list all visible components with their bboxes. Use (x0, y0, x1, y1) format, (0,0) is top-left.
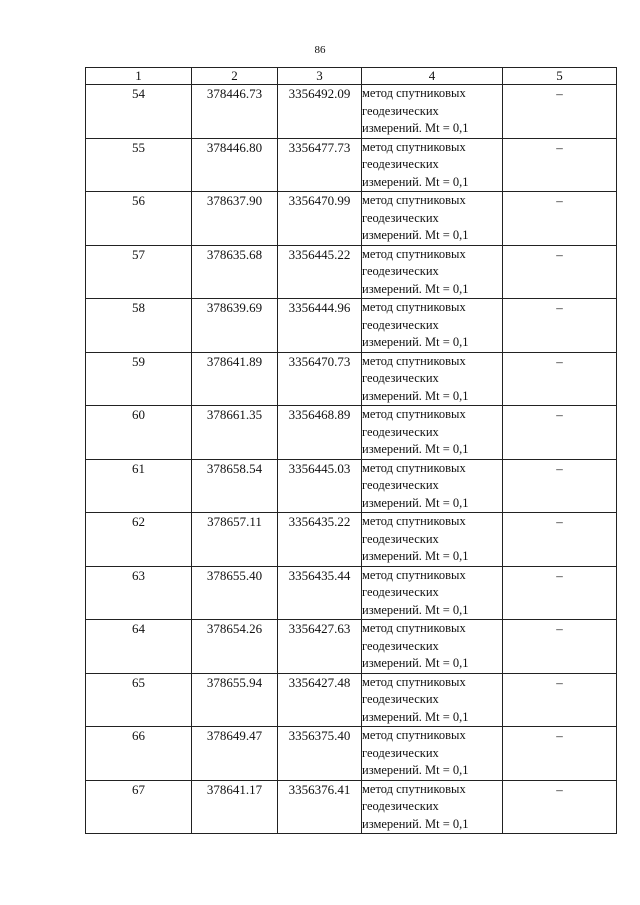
column-header-3: 3 (278, 68, 362, 85)
method-line: измерений. Mt = 0,1 (362, 763, 469, 777)
method-line: измерений. Mt = 0,1 (362, 174, 469, 189)
point-number: 59 (86, 352, 192, 406)
method-cell (362, 299, 503, 353)
note-cell: – (503, 459, 617, 513)
point-number: 67 (86, 780, 192, 834)
page-number: 86 (314, 44, 326, 56)
table-row (86, 513, 617, 567)
point-number: 64 (86, 620, 192, 674)
method-line: измерений. Mt = 0,1 (362, 228, 469, 242)
coordinate-x: 378655.40 (192, 566, 278, 620)
method-line: метод спутниковых (362, 300, 466, 314)
method-line: геодезических (362, 638, 439, 653)
point-number: 56 (86, 192, 192, 246)
method-line: геодезических (362, 799, 439, 813)
coordinate-y: 3356376.41 (278, 780, 362, 834)
point-number: 55 (86, 138, 192, 192)
note-cell: – (503, 513, 617, 567)
method-line: метод спутниковых (362, 460, 466, 475)
method-line: метод спутниковых (362, 781, 466, 796)
note-cell: – (503, 727, 617, 781)
method-line: метод спутниковых (362, 567, 466, 582)
table-row (86, 673, 617, 727)
coordinate-y: 3356468.89 (278, 406, 362, 460)
method-line: измерений. Mt = 0,1 (362, 549, 469, 563)
table-row (86, 459, 617, 513)
coordinate-x: 378446.80 (192, 138, 278, 192)
note-cell: – (503, 620, 617, 674)
method-cell (362, 138, 503, 192)
point-number: 58 (86, 299, 192, 353)
table-row (86, 780, 617, 834)
method-line: метод спутниковых (362, 674, 466, 689)
method-cell (362, 245, 503, 299)
point-number: 57 (86, 245, 192, 299)
method-line: метод спутниковых (362, 246, 466, 261)
point-number: 54 (86, 85, 192, 139)
coordinate-x: 378657.11 (192, 513, 278, 567)
method-line: геодезических (362, 210, 439, 225)
coordinate-y: 3356427.63 (278, 620, 362, 674)
method-line: геодезических (362, 371, 439, 385)
method-line: измерений. Mt = 0,1 (362, 442, 469, 456)
point-number: 61 (86, 459, 192, 513)
method-line: геодезических (362, 317, 439, 332)
method-cell (362, 620, 503, 674)
coordinate-x: 378649.47 (192, 727, 278, 781)
method-line: измерений. Mt = 0,1 (362, 816, 469, 831)
method-line: геодезических (362, 585, 439, 599)
point-number: 66 (86, 727, 192, 781)
method-cell (362, 459, 503, 513)
method-line: измерений. Mt = 0,1 (362, 709, 469, 724)
method-line: измерений. Mt = 0,1 (362, 495, 469, 510)
table-row (86, 406, 617, 460)
note-cell: – (503, 780, 617, 834)
method-cell (362, 727, 503, 781)
coordinate-x: 378635.68 (192, 245, 278, 299)
column-header-2: 2 (192, 68, 278, 85)
method-line: геодезических (362, 103, 439, 118)
table-row (86, 138, 617, 192)
coordinate-x: 378641.89 (192, 352, 278, 406)
table-header-row (86, 68, 617, 85)
method-line: геодезических (362, 264, 439, 278)
method-line: геодезических (362, 157, 439, 171)
method-line: измерений. Mt = 0,1 (362, 602, 469, 617)
note-cell: – (503, 673, 617, 727)
note-cell: – (503, 138, 617, 192)
method-line: метод спутниковых (362, 86, 466, 100)
table-row (86, 299, 617, 353)
method-cell (362, 85, 503, 139)
point-number: 65 (86, 673, 192, 727)
coordinate-y: 3356470.73 (278, 352, 362, 406)
note-cell: – (503, 192, 617, 246)
method-cell (362, 406, 503, 460)
coordinate-x: 378654.26 (192, 620, 278, 674)
method-cell (362, 192, 503, 246)
table-row (86, 566, 617, 620)
table-row (86, 192, 617, 246)
coordinate-y: 3356445.22 (278, 245, 362, 299)
coordinate-y: 3356492.09 (278, 85, 362, 139)
coordinate-x: 378639.69 (192, 299, 278, 353)
note-cell: – (503, 85, 617, 139)
method-line: метод спутниковых (362, 353, 466, 368)
note-cell: – (503, 299, 617, 353)
method-line: метод спутниковых (362, 407, 466, 421)
coordinate-x: 378655.94 (192, 673, 278, 727)
method-line: геодезических (362, 531, 439, 546)
column-header-4: 4 (362, 68, 503, 85)
method-line: метод спутниковых (362, 728, 466, 742)
note-cell: – (503, 566, 617, 620)
note-cell: – (503, 406, 617, 460)
coordinate-y: 3356427.48 (278, 673, 362, 727)
point-number: 60 (86, 406, 192, 460)
coordinate-y: 3356444.96 (278, 299, 362, 353)
method-line: метод спутниковых (362, 193, 466, 207)
method-line: измерений. Mt = 0,1 (362, 388, 469, 403)
method-line: геодезических (362, 424, 439, 439)
method-line: измерений. Mt = 0,1 (362, 121, 469, 135)
method-cell (362, 780, 503, 834)
table-row (86, 352, 617, 406)
method-line: геодезических (362, 478, 439, 492)
table-row (86, 245, 617, 299)
method-line: геодезических (362, 692, 439, 706)
method-cell (362, 352, 503, 406)
coordinate-y: 3356445.03 (278, 459, 362, 513)
coordinate-x: 378641.17 (192, 780, 278, 834)
column-header-1: 1 (86, 68, 192, 85)
point-number: 63 (86, 566, 192, 620)
coordinate-x: 378446.73 (192, 85, 278, 139)
method-line: метод спутниковых (362, 514, 466, 528)
table-row (86, 727, 617, 781)
column-header-5: 5 (503, 68, 617, 85)
coordinate-x: 378661.35 (192, 406, 278, 460)
method-cell (362, 673, 503, 727)
note-cell: – (503, 245, 617, 299)
method-line: метод спутниковых (362, 139, 466, 154)
method-line: измерений. Mt = 0,1 (362, 335, 469, 349)
coordinate-y: 3356375.40 (278, 727, 362, 781)
point-number: 62 (86, 513, 192, 567)
method-cell (362, 513, 503, 567)
coordinate-y: 3356435.22 (278, 513, 362, 567)
coordinate-y: 3356435.44 (278, 566, 362, 620)
method-line: измерений. Mt = 0,1 (362, 281, 469, 296)
coordinate-x: 378637.90 (192, 192, 278, 246)
method-line: измерений. Mt = 0,1 (362, 656, 469, 670)
table-row (86, 85, 617, 139)
note-cell: – (503, 352, 617, 406)
coordinate-y: 3356477.73 (278, 138, 362, 192)
method-line: метод спутниковых (362, 621, 466, 635)
table-row (86, 620, 617, 674)
method-line: геодезических (362, 745, 439, 760)
coordinate-x: 378658.54 (192, 459, 278, 513)
coordinates-table (85, 67, 617, 834)
coordinate-y: 3356470.99 (278, 192, 362, 246)
method-cell (362, 566, 503, 620)
